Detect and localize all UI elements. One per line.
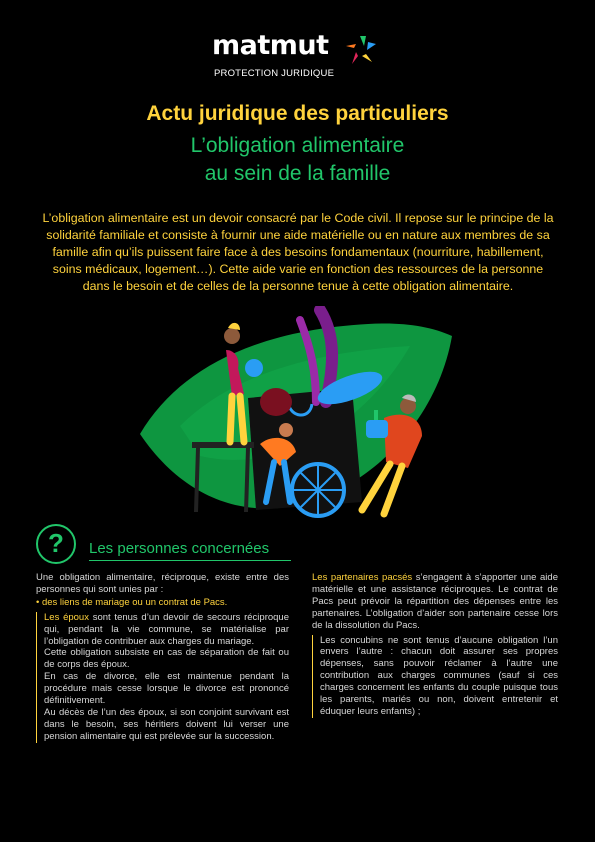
- concubins-paragraph: Les concubins ne sont tenus d’aucune obligation l’un envers l’autre : chacun doit assurer ses propres dépenses, sans pouvoir réclamer à l’autre une contribution aux charges communes (sauf si ces charges concernent les enfants du couple puisque tous les parents, mariés ou non, doivent entretenir et éduquer leurs enfants) ;: [320, 634, 558, 717]
- epoux-paragraph-4: Au décès de l’un des époux, si son conjoint survivant est dans le besoin, ses héritiers doivent lui verser une pension alimentaire qui est prélevée sur la succession.: [44, 706, 289, 742]
- pacs-label: Les partenaires pacsés: [312, 572, 413, 583]
- matmut-logo: [212, 30, 392, 82]
- epoux-label: Les époux: [44, 611, 89, 623]
- subtitle-line-2: au sein de la famille: [204, 162, 391, 185]
- right-column: [312, 572, 558, 718]
- epoux-text: sont tenus d’un devoir de secours réciproque qui, pendant la vie commune, se matérialise par l’obligation de contribuer aux charges du mariage.: [44, 611, 290, 647]
- logo-wordmark: matmut: [212, 30, 329, 61]
- intro-paragraph: L’obligation alimentaire est un devoir consacré par le Code civil. Il repose sur le principe de la solidarité familiale et consiste à fournir une aide matérielle ou en nature aux membres de sa famille afin qu’ils puissent faire face à des besoins fondamentaux (nourriture, habillement, soins médicaux, logement…). Cette aide varie en fonction des ressources de la personne dans le besoin et de celles de la personne tenue à cette obligation alimentaire.: [42, 211, 554, 293]
- man-with-gift: [384, 415, 422, 468]
- subtitle-line-1: L’obligation alimentaire: [190, 134, 405, 157]
- logo-subtitle: PROTECTION JURIDIQUE: [214, 68, 335, 79]
- left-lead: Une obligation alimentaire, réciproque, existe entre des personnes qui sont unies par :: [36, 572, 289, 595]
- left-column: [36, 572, 289, 743]
- bullet-mariage-pacs: [36, 597, 289, 609]
- epoux-paragraph-3: En cas de divorce, elle est maintenue pendant la procédure mais cesse lorsque le divorce est prononcé définitivement.: [44, 671, 289, 707]
- concubins-quote-block: [312, 635, 558, 718]
- page-subtitle: [0, 132, 595, 188]
- epoux-paragraph-2: Cette obligation subsiste en cas de séparation de fait ou de corps des époux.: [44, 647, 289, 671]
- bullet-text: • des liens de mariage ou un contrat de Pacs.: [36, 596, 228, 608]
- question-circle-icon: ?: [36, 524, 76, 564]
- matmut-flower-icon: [346, 34, 378, 66]
- family-food-illustration: [140, 306, 470, 520]
- pacs-text: s’engagent à s’apporter une aide matérielle et une assistance réciproques. Le contrat de Pacs peut prévoir la répartition des dépenses entre les partenaires. L’obligation d’aider son partenaire cesse lors de la dissolution du Pacs.: [312, 572, 558, 631]
- epoux-quote-block: [36, 612, 289, 743]
- section-title: Les personnes concernées: [89, 540, 270, 557]
- page-title: Actu juridique des particuliers: [146, 102, 449, 125]
- section-underline: [89, 560, 291, 561]
- epoux-paragraph: [44, 612, 289, 648]
- pacs-paragraph: [312, 572, 558, 632]
- beet: [260, 388, 292, 416]
